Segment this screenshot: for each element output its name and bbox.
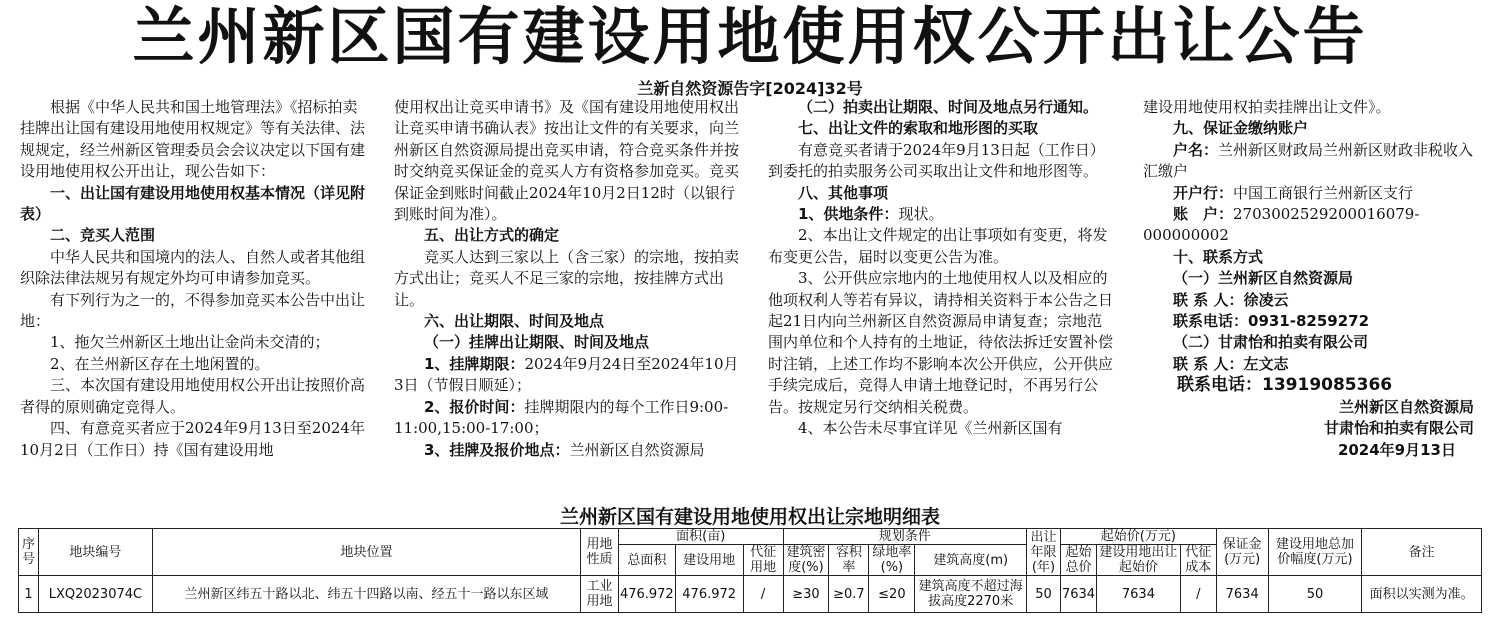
section-7-text: 有意竞买者请于2024年9月13日起（工作日）到委托的拍卖服务公司买取出让文件和地形图等。 bbox=[768, 140, 1105, 181]
bid-time-label: 2、报价时间： bbox=[424, 397, 525, 416]
column-4 bbox=[1143, 97, 1488, 505]
contact-1-person: 联 系 人：徐凌云 bbox=[1173, 290, 1289, 309]
section-8-item-2: 2、本出让文件规定的出让事项如有变更，将发布变更公告，届时以变更公告为准。 bbox=[768, 226, 1108, 266]
section-5-text: 竞买人达到三家以上（含三家）的宗地，按拍卖方式出让；竞买人不足三家的宗地，按挂牌方式出让。 bbox=[394, 247, 739, 309]
cell-term: 50 bbox=[1026, 576, 1060, 613]
header-term: 出让年限(年) bbox=[1026, 529, 1060, 576]
column-3 bbox=[768, 97, 1113, 505]
section-5-heading: 五、出让方式的确定 bbox=[424, 226, 560, 245]
cell-use: 工业用地 bbox=[581, 576, 619, 613]
signature-bureau: 兰州新区自然资源局 bbox=[1338, 397, 1474, 416]
listing-period-value: 2024年9月24日至2024年10月3日（节假日顺延）； bbox=[394, 354, 739, 395]
bid-place-value: 兰州新区自然资源局 bbox=[569, 440, 705, 459]
header-green: 绿地率(%) bbox=[869, 545, 915, 576]
signature-auction-company: 甘肃怡和拍卖有限公司 bbox=[1323, 419, 1474, 438]
table-title: 兰州新区国有建设用地使用权出让宗地明细表 bbox=[559, 506, 940, 528]
header-price-build: 建设用地出让起始价 bbox=[1097, 545, 1181, 576]
section-6-heading: 六、出让期限、时间及地点 bbox=[424, 312, 605, 331]
section-2-item-2: 2、在兰州新区存在土地闲置的。 bbox=[50, 354, 270, 373]
account-number bbox=[1143, 204, 1488, 247]
column-1 bbox=[20, 97, 365, 505]
header-use: 用地性质 bbox=[581, 529, 619, 576]
contact-1-phone: 联系电话：0931-8259272 bbox=[1173, 312, 1370, 331]
header-note: 备注 bbox=[1362, 529, 1482, 576]
cell-green: ≤20 bbox=[869, 576, 915, 613]
supply-condition-value: 现状。 bbox=[898, 205, 944, 224]
cell-increment: 50 bbox=[1268, 576, 1362, 613]
bid-place-label: 3、挂牌及报价地点： bbox=[424, 440, 570, 459]
section-1-heading: 一、出让国有建设用地使用权基本情况（详见附表） bbox=[20, 183, 365, 224]
document-number: 兰新自然资源告字[2024]32号 bbox=[637, 79, 863, 98]
section-6-item-2 bbox=[394, 397, 739, 440]
header-price-cost: 代征成本 bbox=[1180, 545, 1216, 576]
section-6-item-3 bbox=[394, 440, 739, 461]
header-seq: 序号 bbox=[19, 529, 39, 576]
cell-density: ≥30 bbox=[783, 576, 829, 613]
account-name-label: 户名： bbox=[1173, 140, 1219, 159]
section-8-continued: 建设用地使用权拍卖挂牌出让文件》。 bbox=[1143, 98, 1391, 116]
account-name bbox=[1143, 140, 1488, 183]
section-3-text: 三、本次国有建设用地使用权公开出让按照价高者得的原则确定竞得人。 bbox=[20, 376, 365, 416]
section-7-heading: 七、出让文件的索取和地形图的买取 bbox=[798, 119, 1039, 138]
section-4-continued: 使用权出让竞买申请书》及《国有建设用地使用权出让竞买申请书确认表》按出让文件的有关要求，向兰州新区自然资源局提出竞买申请，符合竞买条件并按时交纳竞买保证金的竞买人方有资格参加竞买。竞买保证金到账时间截止2024年10月2日12时（以银行到账时间为准）。 bbox=[394, 98, 739, 224]
cell-area-total: 476.972 bbox=[618, 576, 675, 613]
section-8-item-4: 4、本公告未尽事宜详见《兰州新区国有 bbox=[798, 419, 1063, 438]
header-far: 容积率 bbox=[829, 545, 869, 576]
section-2-heading: 二、竞买人范围 bbox=[50, 226, 156, 245]
cell-note: 面积以实测为准。 bbox=[1362, 576, 1482, 613]
section-6-item-1 bbox=[394, 354, 739, 397]
section-8-heading: 八、其他事项 bbox=[798, 183, 889, 202]
bid-time-value: 挂牌期限内的每个工作日9:00-11:00,15:00-17:00； bbox=[394, 397, 729, 438]
account-name-value: 兰州新区财政局兰州新区财政非税收入汇缴户 bbox=[1143, 140, 1474, 181]
cell-price-build: 7634 bbox=[1097, 576, 1181, 613]
land-parcel-table bbox=[18, 528, 1482, 613]
header-code: 地块编号 bbox=[38, 529, 152, 576]
section-2-text: 中华人民共和国境内的法人、自然人或者其他组织除法律法规另有规定外均可申请参加竞买。 bbox=[20, 247, 365, 288]
account-bank-label: 开户行： bbox=[1173, 183, 1234, 202]
section-10-heading: 十、联系方式 bbox=[1173, 247, 1264, 266]
notice-title: 兰州新区国有建设用地使用权公开出让公告 bbox=[132, 0, 1368, 73]
section-6-sub-2: （二）拍卖出让期限、时间及地点另行通知。 bbox=[798, 98, 1099, 116]
cell-price-total: 7634 bbox=[1060, 576, 1096, 613]
section-8-item-1 bbox=[768, 204, 1113, 225]
contact-2-person: 联 系 人：左文志 bbox=[1173, 354, 1289, 373]
section-4-text: 四、有意竞买者应于2024年9月13日至2024年10月2日（工作日）持《国有建设用地 bbox=[20, 419, 365, 459]
account-bank-value: 中国工商银行兰州新区支行 bbox=[1233, 183, 1414, 202]
signature-date: 2024年9月13日 bbox=[1337, 440, 1456, 459]
section-6-sub-1: （一）挂牌出让期限、时间及地点 bbox=[424, 333, 650, 352]
account-number-value: 2703002529200016079-000000002 bbox=[1143, 205, 1420, 245]
cell-area-req: / bbox=[743, 576, 783, 613]
header-density: 建筑密度(%) bbox=[783, 545, 829, 576]
account-number-label: 账 户： bbox=[1173, 205, 1234, 224]
column-2 bbox=[394, 97, 739, 505]
header-price: 起始价(万元) bbox=[1060, 529, 1216, 545]
cell-price-cost: / bbox=[1180, 576, 1216, 613]
section-2-item-1: 1、拖欠兰州新区土地出让金尚未交清的； bbox=[50, 333, 330, 352]
contact-2-phone: 联系电话：13919085366 bbox=[1177, 375, 1393, 396]
header-planning: 规划条件 bbox=[783, 529, 1026, 545]
header-area-req: 代征用地 bbox=[743, 545, 783, 576]
cell-height: 建筑高度不超过海拔高度2270米 bbox=[915, 576, 1027, 613]
header-location: 地块位置 bbox=[152, 529, 580, 576]
cell-far: ≥0.7 bbox=[829, 576, 869, 613]
header-area-total: 总面积 bbox=[618, 545, 675, 576]
header-price-total: 起始总价 bbox=[1060, 545, 1096, 576]
cell-seq: 1 bbox=[19, 576, 39, 613]
listing-period-label: 1、挂牌期限： bbox=[424, 354, 525, 373]
header-area-build: 建设用地 bbox=[675, 545, 743, 576]
supply-condition-label: 1、供地条件： bbox=[798, 205, 899, 224]
header-area: 面积(亩) bbox=[618, 529, 783, 545]
contact-1-org: （一）兰州新区自然资源局 bbox=[1173, 269, 1354, 288]
intro-paragraph: 根据《中华人民共和国土地管理法》《招标拍卖挂牌出让国有建设用地使用权规定》等有关法律、法规规定，经兰州新区管理委员会会议决定以下国有建设用地使用权公开出让，现公告如下： bbox=[20, 98, 365, 181]
section-8-item-3: 3、公开供应宗地内的土地使用权人以及相应的他项权利人等若有异议，请持相关资料于本公告之日起21日内向兰州新区自然资源局申请复查；宗地范围内单位和个人持有的土地证，待依法拆迁安置补偿时注销，上述工作均不影响本次公开供应，公开供应手续完成后，竞得人申请土地登记时，不再另行公告。按规定另行交纳相关税费。 bbox=[768, 269, 1113, 416]
cell-deposit: 7634 bbox=[1216, 576, 1268, 613]
header-deposit: 保证金(万元) bbox=[1216, 529, 1268, 576]
header-height: 建筑高度(m) bbox=[915, 545, 1027, 576]
table-row bbox=[19, 576, 1482, 613]
section-2-condition: 有下列行为之一的，不得参加竞买本公告中出让地： bbox=[20, 290, 365, 331]
cell-code: LXQ2023074C bbox=[38, 576, 152, 613]
contact-2-org: （二）甘肃怡和拍卖有限公司 bbox=[1173, 333, 1369, 352]
cell-area-build: 476.972 bbox=[675, 576, 743, 613]
account-bank bbox=[1143, 183, 1488, 204]
header-increment: 建设用地总加价幅度(万元) bbox=[1268, 529, 1362, 576]
cell-location: 兰州新区纬五十路以北、纬五十四路以南、经五十一路以东区域 bbox=[152, 576, 580, 613]
section-9-heading: 九、保证金缴纳账户 bbox=[1173, 119, 1309, 138]
